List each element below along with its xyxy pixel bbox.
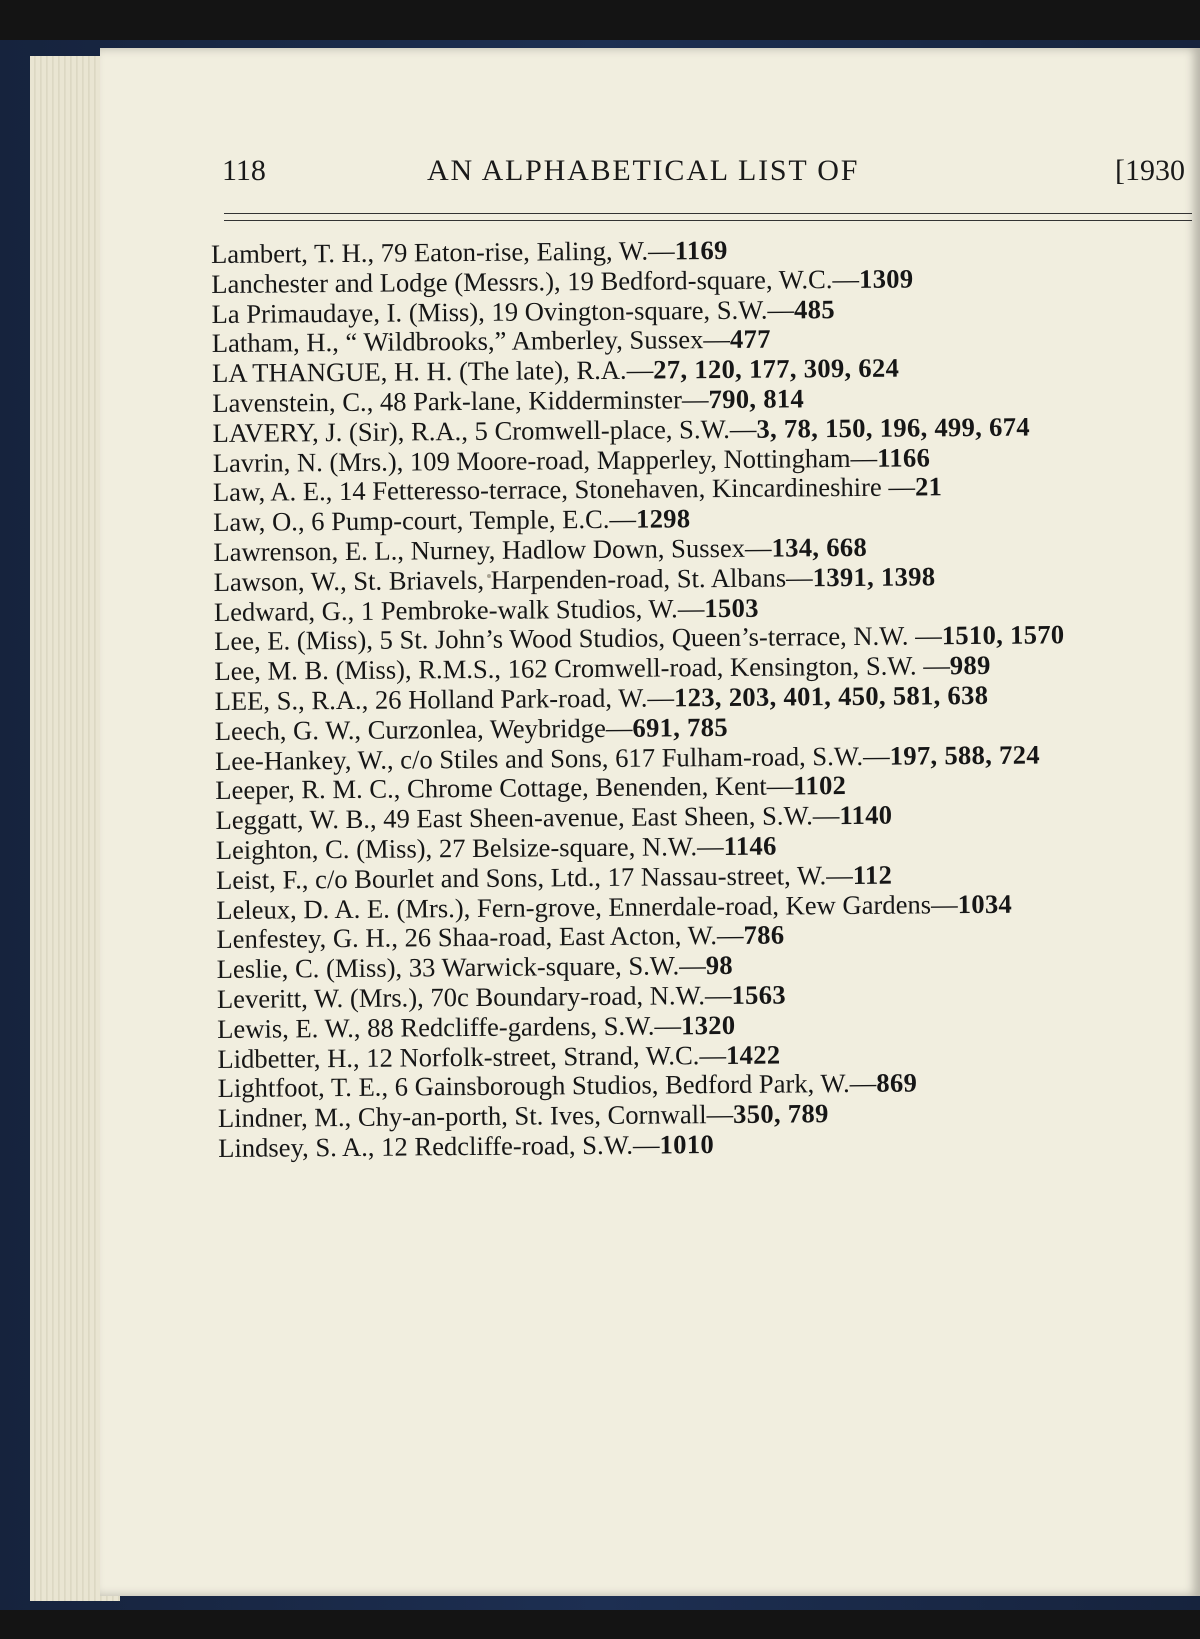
list-item: Latham, H., “ Wildbrooks,” Amberley, Sussex—477 bbox=[211, 323, 771, 359]
list-item: Lindsey, S. A., 12 Redcliffe-road, S.W.—1010 bbox=[218, 1128, 715, 1163]
running-title: AN ALPHABETICAL LIST OF bbox=[427, 154, 860, 187]
list-item: Lenfestey, G. H., 26 Shaa-road, East Acton, W.—786 bbox=[216, 919, 785, 955]
list-item: Law, A. E., 14 Fetteresso-terrace, Stonehaven, Kincardineshire —21 bbox=[212, 471, 943, 508]
list-item: Leleux, D. A. E. (Mrs.), Fern-grove, Ennerdale-road, Kew Gardens—1034 bbox=[216, 888, 1013, 925]
list-item: Leist, F., c/o Bourlet and Sons, Ltd., 17 Nassau-street, W.—112 bbox=[215, 859, 893, 895]
list-item: Leggatt, W. B., 49 East Sheen-avenue, East Sheen, S.W.—1140 bbox=[215, 799, 893, 836]
list-item: Leeper, R. M. C., Chrome Cottage, Benenden, Kent—1102 bbox=[215, 770, 847, 806]
list-item: Lindner, M., Chy-an-porth, St. Ives, Cornwall—350, 789 bbox=[217, 1098, 829, 1134]
list-item: La Primaudaye, I. (Miss), 19 Ovington-square, S.W.—485 bbox=[211, 293, 836, 329]
list-item: Lee, M. B. (Miss), R.M.S., 162 Cromwell-road, Kensington, S.W. —989 bbox=[214, 650, 991, 687]
list-item: Lambert, T. H., 79 Eaton-rise, Ealing, W.—1169 bbox=[210, 234, 728, 269]
list-item: LAVERY, J. (Sir), R.A., 5 Cromwell-place, S.W.—3, 78, 150, 196, 499, 674 bbox=[212, 411, 1030, 448]
list-item: Lightfoot, T. E., 6 Gainsborough Studios, Bedford Park, W.—869 bbox=[217, 1067, 918, 1104]
list-item: Leslie, C. (Miss), 33 Warwick-square, S.W.—98 bbox=[216, 950, 734, 985]
list-item: Leveritt, W. (Mrs.), 70c Boundary-road, N.W.—1563 bbox=[216, 979, 786, 1014]
list-item: Leech, G. W., Curzonlea, Weybridge—691, 785 bbox=[214, 711, 729, 746]
list-item: Leighton, C. (Miss), 27 Belsize-square, N.W.—1146 bbox=[215, 830, 777, 865]
list-item: Lee, E. (Miss), 5 St. John’s Wood Studios, Queen’s-terrace, N.W. —1510, 1570 bbox=[214, 619, 1065, 657]
list-item: LEE, S., R.A., 26 Holland Park-road, W.—123, 203, 401, 450, 581, 638 bbox=[214, 679, 989, 716]
list-item: Lanchester and Lodge (Messrs.), 19 Bedford-square, W.C.—1309 bbox=[211, 263, 914, 299]
list-item: Lawson, W., St. Briavels, Harpenden-road, St. Albans—1391, 1398 bbox=[213, 561, 936, 597]
list-item: LA THANGUE, H. H. (The late), R.A.—27, 120, 177, 309, 624 bbox=[211, 352, 900, 389]
list-item: Ledward, G., 1 Pembroke-walk Studios, W.—1503 bbox=[213, 592, 759, 627]
list-item: Lee-Hankey, W., c/o Stiles and Sons, 617 Fulham-road, S.W.—197, 588, 724 bbox=[214, 739, 1040, 776]
list-item: Lawrenson, E. L., Nurney, Hadlow Down, Sussex—134, 668 bbox=[213, 531, 868, 567]
list-item: Lidbetter, H., 12 Norfolk-street, Strand, W.C.—1422 bbox=[217, 1039, 781, 1074]
running-header bbox=[222, 154, 1192, 194]
directory-entries bbox=[211, 232, 1193, 1163]
year-marker: [1930 bbox=[1115, 154, 1185, 187]
list-item: Law, O., 6 Pump-court, Temple, E.C.—1298 bbox=[213, 503, 691, 538]
list-item: Lavrin, N. (Mrs.), 109 Moore-road, Mapperley, Nottingham—1166 bbox=[212, 441, 931, 478]
page-number: 118 bbox=[222, 154, 266, 187]
list-item: Lewis, E. W., 88 Redcliffe-gardens, S.W.—1320 bbox=[217, 1009, 736, 1044]
header-double-rule bbox=[224, 213, 1192, 221]
list-item: Lavenstein, C., 48 Park-lane, Kidderminster—790, 814 bbox=[212, 383, 805, 418]
